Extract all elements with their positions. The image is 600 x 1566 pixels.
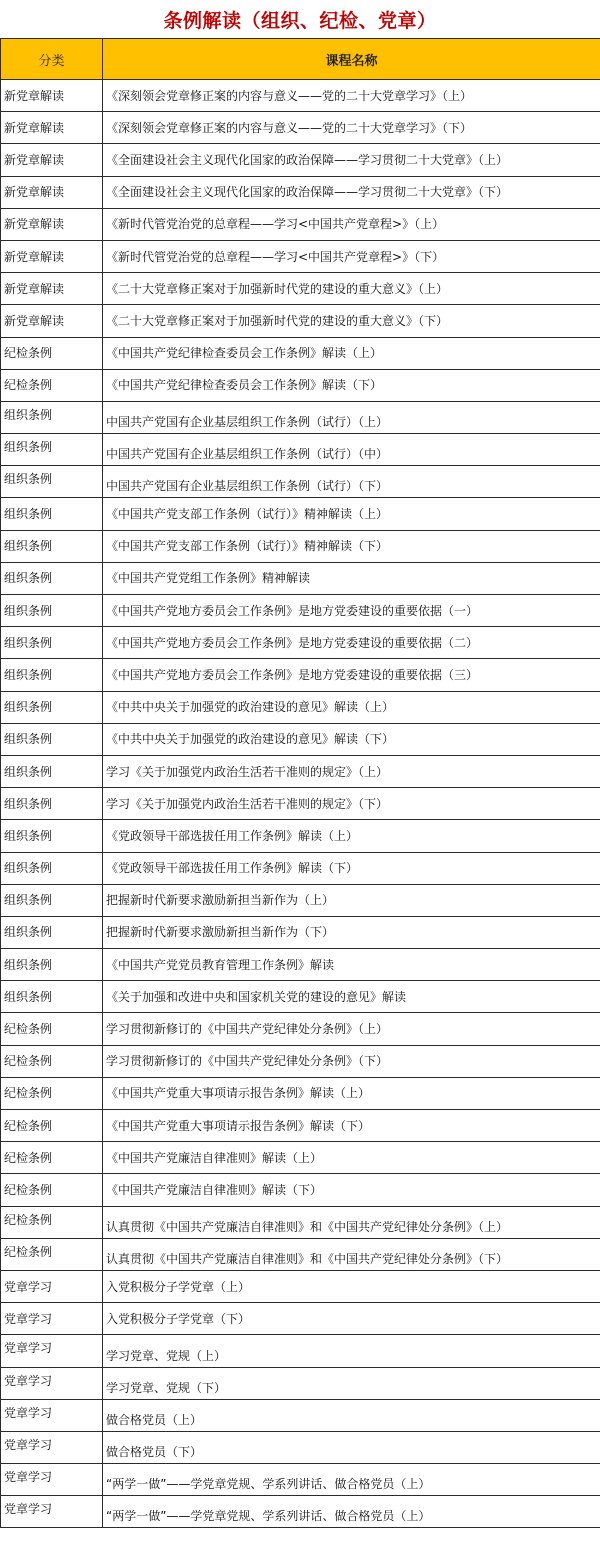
table-row [1,1367,600,1399]
category-cell: 组织条例 [1,755,103,787]
table-row [1,852,600,884]
table-row [1,1077,600,1109]
course-name-cell: 做合格党员（上） [103,1399,600,1431]
course-name-cell: 《全面建设社会主义现代化国家的政治保障——学习贯彻二十大党章》（下） [103,176,600,208]
category-cell: 党章学习 [1,1399,103,1431]
course-name-cell: 把握新时代新要求激励新担当新作为（上） [103,884,600,916]
category-cell: 组织条例 [1,627,103,659]
course-name-cell: 《中国共产党支部工作条例（试行）》精神解读（下） [103,530,600,562]
category-cell: 组织条例 [1,820,103,852]
course-name-cell: 《中国共产党纪律检查委员会工作条例》解读（上） [103,337,600,369]
table-row [1,562,600,594]
table-row [1,1110,600,1142]
table-row [1,1270,600,1302]
category-cell: 党章学习 [1,1335,103,1367]
table-row [1,691,600,723]
course-name-cell: 《二十大党章修正案对于加强新时代党的建设的重大意义》（下） [103,305,600,337]
table-row [1,466,600,498]
category-cell: 纪检条例 [1,1013,103,1045]
category-cell: 组织条例 [1,691,103,723]
table-row [1,949,600,981]
course-name-cell: 《中共中央关于加强党的政治建设的意见》解读（上） [103,691,600,723]
category-cell: 纪检条例 [1,1110,103,1142]
table-row [1,369,600,401]
table-row [1,723,600,755]
category-cell: 组织条例 [1,916,103,948]
course-name-cell: 学习《关于加强党内政治生活若干准则的规定》（下） [103,788,600,820]
category-cell: 组织条例 [1,562,103,594]
course-name-cell: 入党积极分子学党章（上） [103,1270,600,1302]
course-name-cell: 《中国共产党地方委员会工作条例》是地方党委建设的重要依据（二） [103,627,600,659]
table-row [1,1013,600,1045]
category-cell: 党章学习 [1,1270,103,1302]
header-row [1,39,600,80]
table-row [1,144,600,176]
table-row [1,1431,600,1463]
category-cell: 组织条例 [1,788,103,820]
category-cell: 组织条例 [1,852,103,884]
table-row [1,755,600,787]
course-name-cell: 学习贯彻新修订的《中国共产党纪律处分条例》（下） [103,1045,600,1077]
category-cell: 组织条例 [1,884,103,916]
category-cell: 纪检条例 [1,1077,103,1109]
course-name-cell: 《二十大党章修正案对于加强新时代党的建设的重大意义》（上） [103,273,600,305]
category-cell: 组织条例 [1,498,103,530]
table-row [1,627,600,659]
table-row [1,884,600,916]
table-row [1,80,600,112]
category-header: 分类 [1,39,103,80]
course-name-cell: 《中国共产党纪律检查委员会工作条例》解读（下） [103,369,600,401]
category-cell: 纪检条例 [1,337,103,369]
table-row [1,176,600,208]
course-name-cell: 认真贯彻《中国共产党廉洁自律准则》和《中国共产党纪律处分条例》（上） [103,1206,600,1238]
table-row [1,240,600,272]
category-cell: 新党章解读 [1,305,103,337]
course-name-cell: 入党积极分子学党章（下） [103,1303,600,1335]
course-name-cell: 中国共产党国有企业基层组织工作条例（试行）（上） [103,401,600,433]
table-row [1,434,600,466]
category-cell: 党章学习 [1,1367,103,1399]
category-cell: 新党章解读 [1,112,103,144]
category-cell: 纪检条例 [1,369,103,401]
category-cell: 党章学习 [1,1464,103,1496]
course-name-cell: 《党政领导干部选拔任用工作条例》解读（上） [103,820,600,852]
sheet-title: 条例解读（组织、纪检、党章） [163,9,437,32]
course-name-cell: 《全面建设社会主义现代化国家的政治保障——学习贯彻二十大党章》（上） [103,144,600,176]
category-cell: 党章学习 [1,1303,103,1335]
table-row [1,1238,600,1270]
table-row [1,1142,600,1174]
course-name-cell: 《深刻领会党章修正案的内容与意义——党的二十大党章学习》（下） [103,112,600,144]
course-name-cell: 《中国共产党廉洁自律准则》解读（上） [103,1142,600,1174]
course-name-cell: 《中国共产党廉洁自律准则》解读（下） [103,1174,600,1206]
table-row [1,337,600,369]
table-row [1,1303,600,1335]
course-name-cell: 《关于加强和改进中央和国家机关党的建设的意见》解读 [103,981,600,1013]
course-name-cell: 学习贯彻新修订的《中国共产党纪律处分条例》（上） [103,1013,600,1045]
course-table [0,38,600,1528]
table-row [1,1496,600,1528]
table-row [1,1206,600,1238]
course-name-cell: 学习党章、党规（下） [103,1367,600,1399]
course-name-cell: 《中国共产党重大事项请示报告条例》解读（下） [103,1110,600,1142]
course-name-cell: 学习《关于加强党内政治生活若干准则的规定》（上） [103,755,600,787]
category-cell: 组织条例 [1,401,103,433]
category-cell: 新党章解读 [1,273,103,305]
table-row [1,916,600,948]
table-row [1,498,600,530]
category-cell: 组织条例 [1,949,103,981]
category-cell: 组织条例 [1,466,103,498]
course-name-cell: 学习党章、党规（上） [103,1335,600,1367]
category-cell: 纪检条例 [1,1238,103,1270]
course-name-cell: “两学一做”——学党章党规、学系列讲话、做合格党员（上） [103,1464,600,1496]
table-row [1,1045,600,1077]
table-row [1,981,600,1013]
category-cell: 党章学习 [1,1431,103,1463]
course-name-cell: 《中国共产党党员教育管理工作条例》解读 [103,949,600,981]
category-cell: 组织条例 [1,659,103,691]
course-name-cell: 《中共中央关于加强党的政治建设的意见》解读（下） [103,723,600,755]
table-row [1,820,600,852]
category-cell: 组织条例 [1,530,103,562]
table-row [1,1335,600,1367]
course-name-cell: 《新时代管党治党的总章程——学习<中国共产党章程>》（上） [103,208,600,240]
table-row [1,273,600,305]
table-row [1,401,600,433]
category-cell: 组织条例 [1,434,103,466]
course-name-cell: 《中国共产党地方委员会工作条例》是地方党委建设的重要依据（三） [103,659,600,691]
category-cell: 组织条例 [1,981,103,1013]
table-row [1,112,600,144]
table-row [1,530,600,562]
table-row [1,305,600,337]
category-cell: 新党章解读 [1,144,103,176]
table-row [1,1174,600,1206]
course-name-cell: 《中国共产党支部工作条例（试行）》精神解读（上） [103,498,600,530]
table-body [1,80,600,1528]
course-name-cell: 《中国共产党党组工作条例》精神解读 [103,562,600,594]
category-cell: 纪检条例 [1,1206,103,1238]
category-cell: 组织条例 [1,723,103,755]
category-cell: 纪检条例 [1,1174,103,1206]
category-cell: 党章学习 [1,1496,103,1528]
course-name-cell: 《党政领导干部选拔任用工作条例》解读（下） [103,852,600,884]
category-cell: 新党章解读 [1,80,103,112]
course-name-cell: 《新时代管党治党的总章程——学习<中国共产党章程>》（下） [103,240,600,272]
course-name-cell: 把握新时代新要求激励新担当新作为（下） [103,916,600,948]
course-name-cell: 《中国共产党地方委员会工作条例》是地方党委建设的重要依据（一） [103,595,600,627]
course-name-cell: 中国共产党国有企业基层组织工作条例（试行）（下） [103,466,600,498]
table-row [1,595,600,627]
category-cell: 纪检条例 [1,1045,103,1077]
table-row [1,208,600,240]
category-cell: 组织条例 [1,595,103,627]
category-cell: 新党章解读 [1,208,103,240]
course-name-cell: 中国共产党国有企业基层组织工作条例（试行）（中） [103,434,600,466]
course-header: 课程名称 [103,39,600,80]
category-cell: 新党章解读 [1,240,103,272]
category-cell: 纪检条例 [1,1142,103,1174]
course-name-cell: 《中国共产党重大事项请示报告条例》解读（上） [103,1077,600,1109]
course-name-cell: 做合格党员（下） [103,1431,600,1463]
table-row [1,1399,600,1431]
course-name-cell: “两学一做”——学党章党规、学系列讲话、做合格党员（上） [103,1496,600,1528]
table-row [1,788,600,820]
course-name-cell: 认真贯彻《中国共产党廉洁自律准则》和《中国共产党纪律处分条例》（下） [103,1238,600,1270]
category-cell: 新党章解读 [1,176,103,208]
table-row [1,1464,600,1496]
table-row [1,659,600,691]
course-name-cell: 《深刻领会党章修正案的内容与意义——党的二十大党章学习》（上） [103,80,600,112]
